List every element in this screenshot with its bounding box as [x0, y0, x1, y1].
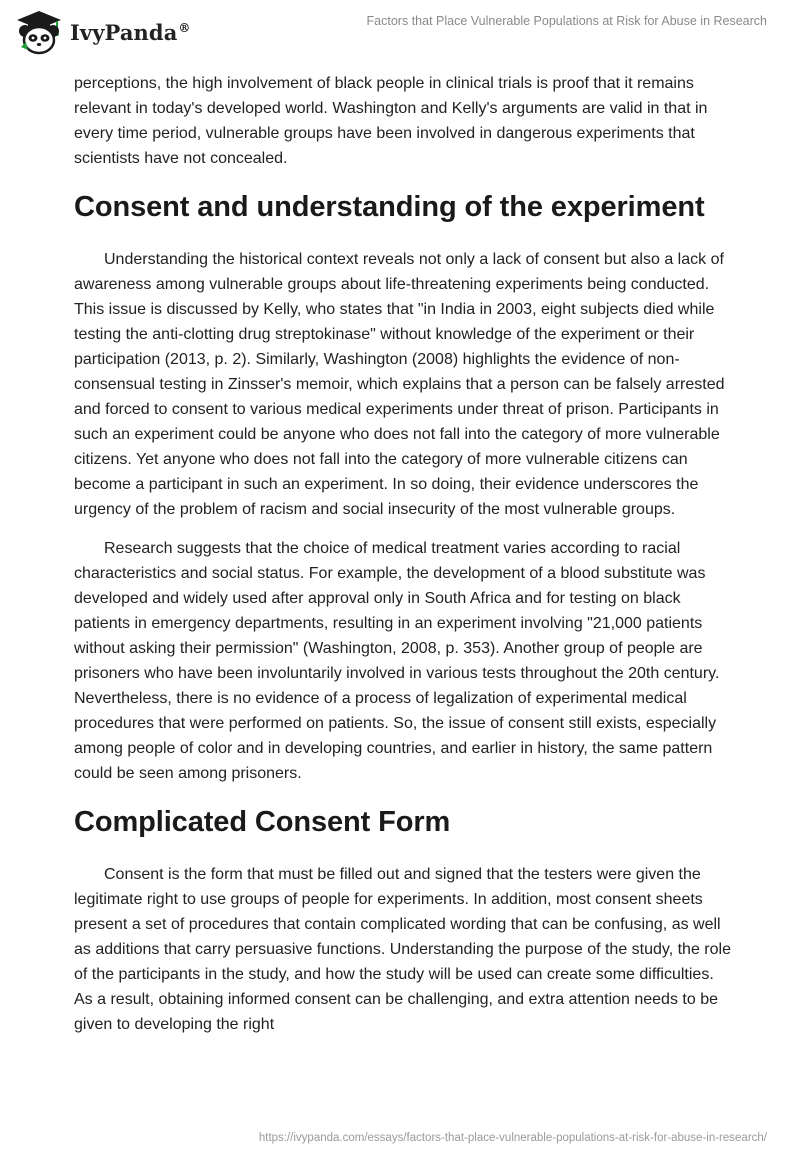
- page-header: [0, 0, 800, 64]
- source-url[interactable]: https://ivypanda.com/essays/factors-that-place-vulnerable-populations-at-risk-for-abuse-in-research/: [258, 1132, 767, 1144]
- brand-name: IvyPanda®: [70, 19, 191, 45]
- section-heading-complicated-consent-form: Complicated Consent Form: [74, 806, 451, 838]
- intro-paragraph: perceptions, the high involvement of black people in clinical trials is proof that it remains relevant in today's developed world. Washington and Kelly's arguments are valid in that in every time period, vulnerable groups have been involved in dangerous experiments that scientists have not concealed.: [74, 75, 708, 167]
- paragraph: Understanding the historical context reveals not only a lack of consent but also a lack of awareness among vulnerable groups about life-threatening experiments being conducted. This issue is discussed by Kelly, who states that "in India in 2003, eight subjects died while testing the anti-clotting drug streptokinase" without knowledge of the experiment or their participation (2013, p. 2). Similarly, Washington (2008) highlights the evidence of non-consensual testing in Zinsser's memoir, which explains that a person can be falsely arrested and forced to consent to various medical experiments under threat of prison. Participants in such an experiment could be anyone who does not fall into the category of more vulnerable citizens. Yet anyone who does not fall into the category of more vulnerable citizens can become a participant in such an experiment. In so doing, their evidence underscores the urgency of the problem of racism and social insecurity of the most vulnerable groups.: [74, 251, 725, 518]
- section-heading-consent-understanding: Consent and understanding of the experiment: [74, 191, 705, 223]
- brand-logo[interactable]: [14, 8, 191, 56]
- essay-body: [74, 71, 734, 1037]
- registered-mark: ®: [178, 20, 191, 35]
- panda-graduate-icon: [14, 9, 64, 55]
- document-title: Factors that Place Vulnerable Populations at Risk for Abuse in Research: [366, 14, 767, 28]
- paragraph: Consent is the form that must be filled out and signed that the testers were given the legitimate right to use groups of people for experiments. In addition, most consent sheets present a set of procedures that contain complicated wording that can be confusing, as well as additions that carry persuasive functions. Understanding the purpose of the study, the role of the participants in the study, and how the study will be used can create some difficulties. As a result, obtaining informed consent can be challenging, and extra attention needs to be given to developing the right: [74, 866, 731, 1033]
- paragraph: Research suggests that the choice of medical treatment varies according to racial characteristics and social status. For example, the development of a blood substitute was developed and widely used after approval only in South Africa and for testing on black patients in emergency departments, resulting in an experiment involving "21,000 patients without asking their permission" (Washington, 2008, p. 353). Another group of people are prisoners who have been involuntarily involved in various tests throughout the 20th century. Nevertheless, there is no evidence of a process of legalization of experimental medical procedures that were performed on patients. So, the issue of consent still exists, especially among people of color and in developing countries, and earlier in history, the same pattern could be seen among prisoners.: [74, 540, 720, 782]
